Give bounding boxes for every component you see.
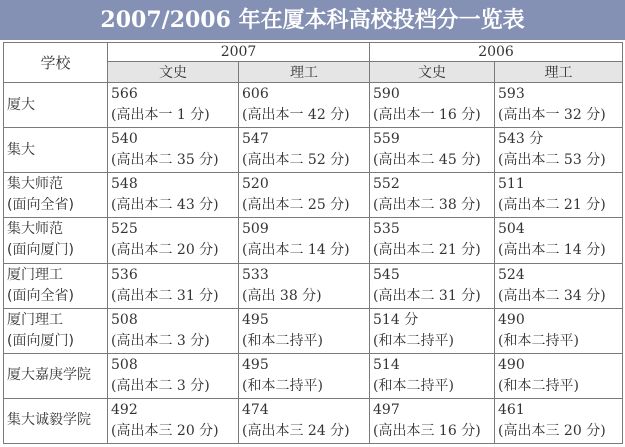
score-cell <box>495 398 623 443</box>
header-school: 学校 <box>4 43 108 83</box>
score-cell <box>239 218 370 263</box>
score-cell <box>370 173 495 218</box>
score-cell <box>108 353 239 398</box>
score-value: 535 <box>373 221 400 238</box>
table-row <box>4 128 623 173</box>
score-difference: (高出本二 31 分) <box>373 287 481 304</box>
school-name-cell <box>4 218 108 263</box>
school-name: 集大师范 <box>7 221 63 238</box>
score-value: 490 <box>498 311 525 328</box>
table-row <box>4 218 623 263</box>
header-2007-arts: 文史 <box>108 62 239 83</box>
table-row <box>4 398 623 443</box>
score-cell <box>108 83 239 128</box>
score-value: 514 分 <box>373 311 419 328</box>
school-scope: (面向厦门) <box>7 332 74 349</box>
school-name: 厦门理工 <box>7 266 63 283</box>
score-cell <box>495 83 623 128</box>
score-difference: (高出本三 24 分) <box>242 422 350 439</box>
score-difference: (高出本二 14 分) <box>498 242 606 259</box>
score-cell <box>495 263 623 308</box>
header-2007-science: 理工 <box>239 62 370 83</box>
score-cell <box>239 353 370 398</box>
score-value: 514 <box>373 356 400 373</box>
score-value: 547 <box>242 131 269 148</box>
school-name: 集大师范 <box>7 176 63 193</box>
score-difference: (高出本二 35 分) <box>111 152 219 169</box>
school-name-cell <box>4 308 108 353</box>
score-cell <box>370 308 495 353</box>
score-cell <box>370 398 495 443</box>
header-2006-science: 理工 <box>495 62 623 83</box>
score-difference: (高出本一 32 分) <box>498 107 606 124</box>
score-difference: (高出本二 52 分) <box>242 152 350 169</box>
score-value: 536 <box>111 266 138 283</box>
score-cell <box>370 128 495 173</box>
school-name: 厦大 <box>7 96 35 113</box>
score-cell <box>239 308 370 353</box>
score-difference: (高出本一 42 分) <box>242 107 350 124</box>
score-difference: (高出本二 21 分) <box>373 242 481 259</box>
score-value: 524 <box>498 266 525 283</box>
score-value: 548 <box>111 176 138 193</box>
school-name-cell <box>4 263 108 308</box>
score-value: 593 <box>498 86 525 103</box>
score-cell <box>370 353 495 398</box>
score-value: 540 <box>111 131 138 148</box>
score-cell <box>239 398 370 443</box>
score-difference: (高出本二 34 分) <box>498 287 606 304</box>
score-difference: (和本二持平) <box>498 377 579 394</box>
school-name: 集大诚毅学院 <box>7 412 91 429</box>
score-cell <box>108 218 239 263</box>
score-value: 504 <box>498 221 525 238</box>
score-difference: (高出本三 20 分) <box>498 422 606 439</box>
school-name: 厦门理工 <box>7 311 63 328</box>
school-name-cell <box>4 128 108 173</box>
score-cell <box>239 128 370 173</box>
score-difference: (和本二持平) <box>498 332 579 349</box>
score-difference: (高出本一 1 分) <box>111 107 210 124</box>
score-cell <box>370 263 495 308</box>
table-row <box>4 263 623 308</box>
score-cell <box>108 173 239 218</box>
score-value: 461 <box>498 401 525 418</box>
school-scope: (面向全省) <box>7 197 74 214</box>
score-cell <box>108 398 239 443</box>
score-cell <box>370 83 495 128</box>
table-title: 2007/2006 年在厦本科高校投档分一览表 <box>0 0 625 40</box>
score-difference: (和本二持平) <box>242 332 323 349</box>
score-cell <box>239 263 370 308</box>
school-name-cell <box>4 353 108 398</box>
table-body <box>4 83 623 444</box>
score-cell <box>108 308 239 353</box>
table-row <box>4 83 623 128</box>
school-name: 集大 <box>7 141 35 158</box>
score-cell <box>495 128 623 173</box>
score-value: 533 <box>242 266 269 283</box>
score-value: 490 <box>498 356 525 373</box>
score-cell <box>239 173 370 218</box>
score-value: 495 <box>242 311 269 328</box>
school-name: 厦大嘉庚学院 <box>7 367 91 384</box>
table-row <box>4 308 623 353</box>
score-value: 520 <box>242 176 269 193</box>
header-year-2006: 2006 <box>370 43 623 62</box>
score-difference: (高出本二 53 分) <box>498 152 606 169</box>
score-difference: (高出本三 16 分) <box>373 422 481 439</box>
score-value: 509 <box>242 221 269 238</box>
score-difference: (高出本三 20 分) <box>111 422 219 439</box>
score-value: 497 <box>373 401 400 418</box>
score-value: 606 <box>242 86 269 103</box>
score-difference: (高出本二 3 分) <box>111 377 210 394</box>
score-value: 508 <box>111 356 138 373</box>
score-difference: (高出 38 分) <box>242 287 322 304</box>
score-value: 474 <box>242 401 269 418</box>
score-difference: (高出本二 31 分) <box>111 287 219 304</box>
score-cell <box>495 353 623 398</box>
score-value: 545 <box>373 266 400 283</box>
score-cell <box>495 308 623 353</box>
header-2006-arts: 文史 <box>370 62 495 83</box>
score-value: 511 <box>498 176 525 193</box>
score-difference: (高出本二 21 分) <box>498 197 606 214</box>
score-value: 566 <box>111 86 138 103</box>
score-difference: (高出本二 25 分) <box>242 197 350 214</box>
school-scope: (面向全省) <box>7 287 74 304</box>
score-difference: (和本二持平) <box>242 377 323 394</box>
score-cell <box>370 218 495 263</box>
score-cell <box>495 218 623 263</box>
table-row <box>4 173 623 218</box>
school-name-cell <box>4 398 108 443</box>
score-value: 525 <box>111 221 138 238</box>
score-cell <box>239 83 370 128</box>
score-value: 495 <box>242 356 269 373</box>
table-row <box>4 353 623 398</box>
admission-score-table <box>3 42 623 444</box>
score-cell <box>108 128 239 173</box>
header-year-2007: 2007 <box>108 43 370 62</box>
score-difference: (高出本二 3 分) <box>111 332 210 349</box>
score-difference: (高出本二 43 分) <box>111 197 219 214</box>
score-cell <box>495 173 623 218</box>
school-name-cell <box>4 83 108 128</box>
score-value: 508 <box>111 311 138 328</box>
score-difference: (高出本二 38 分) <box>373 197 481 214</box>
school-name-cell <box>4 173 108 218</box>
score-value: 552 <box>373 176 400 193</box>
score-difference: (高出本二 14 分) <box>242 242 350 259</box>
score-difference: (高出本二 20 分) <box>111 242 219 259</box>
score-difference: (高出本二 45 分) <box>373 152 481 169</box>
score-difference: (高出本一 16 分) <box>373 107 481 124</box>
score-value: 543 分 <box>498 131 544 148</box>
score-value: 559 <box>373 131 400 148</box>
score-difference: (和本二持平) <box>373 377 454 394</box>
score-difference: (和本二持平) <box>373 332 454 349</box>
score-cell <box>108 263 239 308</box>
score-value: 492 <box>111 401 138 418</box>
score-value: 590 <box>373 86 400 103</box>
school-scope: (面向厦门) <box>7 242 74 259</box>
